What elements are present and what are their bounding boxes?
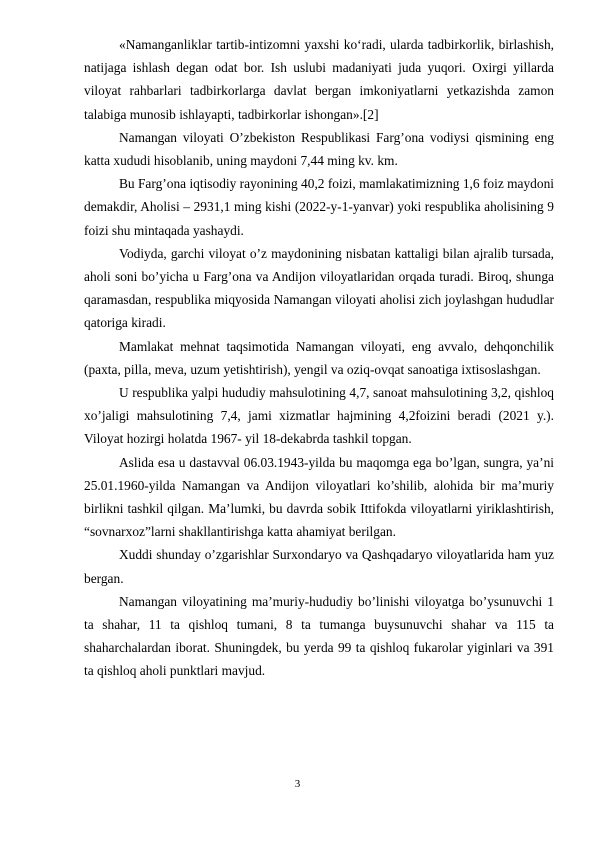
paragraph: Bu Farg’ona iqtisodiy rayonining 40,2 foizi, mamlakatimizning 1,6 foiz maydoni demakdir, Aholisi – 2931,1 ming kishi (2022-y-1-yanvar) yoki respublika aholisining 9 foizi shu mintaqada yashaydi. <box>84 176 554 238</box>
paragraph: «Namanganliklar tartib-intizomni yaxshi ko‘radi, ularda tadbirkorlik, birlashish, natijaga ishlash degan odat bor. Ish uslubi madaniyati juda yuqori. Oxirgi yillarda viloyat rahbarlari tadbirkorlarga davlat bergan imkoniyatlarni yetkazishda zamon talabiga munosib ishlayapti, tadbirkorlar ishongan».[2] <box>84 37 554 122</box>
paragraph: Vodiyda, garchi viloyat o’z maydonining nisbatan kattaligi bilan ajralib tursada, aholi soni bo’yicha u Farg’ona va Andijon viloyatlaridan orqada turadi. Biroq, shunga qaramasdan, respublika miqyosida Namangan viloyati aholisi zich joylashgan hududlar qatoriga kiradi. <box>84 245 554 331</box>
page-number: 3 <box>294 778 301 790</box>
paragraph: U respublika yalpi hududiy mahsulotining 4,7, sanoat mahsulotining 3,2, qishloq xo’jaligi mahsulotining 7,4, jami xizmatlar hajmining 4,2foizini beradi (2021 y.). Viloyat hozirgi holatda 1967- yil 18-dekabrda tashkil topgan. <box>84 385 554 447</box>
document-body <box>84 33 554 683</box>
paragraph: Namangan viloyatining ma’muriy-hududiy bo’linishi viloyatga bo’ysunuvchi 1 ta shahar, 11 ta qishloq tumani, 8 ta tumanga buysunuvchi shahar va 115 ta shaharchalardan iborat. Shuningdek, bu yerda 99 ta qishloq fukarolar yiginlari va 391 ta qishloq aholi punktlari mavjud. <box>84 593 554 679</box>
paragraph: Namangan viloyati O’zbekiston Respublikasi Farg’ona vodiysi qismining eng katta xududi hisoblanib, uning maydoni 7,44 ming kv. km. <box>84 129 554 169</box>
paragraph: Aslida esa u dastavval 06.03.1943-yilda bu maqomga ega bo’lgan, sungra, ya’ni 25.01.1960-yilda Namangan va Andijon viloyatlari ko’shilib, alohida bir ma’muriy birlikni tashkil qilgan. Ma’lumki, bu davrda sobik Ittifokda viloyatlarni yiriklashtirish, “sovnarxoz”larni shakllantirishga katta ahamiyat berilgan. <box>84 454 554 540</box>
paragraph: Xuddi shunday o’zgarishlar Surxondaryo va Qashqadaryo viloyatlarida ham yuz bergan. <box>84 547 554 586</box>
paragraph: Mamlakat mehnat taqsimotida Namangan viloyati, eng avvalo, dehqonchilik (paxta, pilla, meva, uzum yetishtirish), yengil va oziq-ovqat sanoatiga ixtisoslashgan. <box>84 338 554 377</box>
